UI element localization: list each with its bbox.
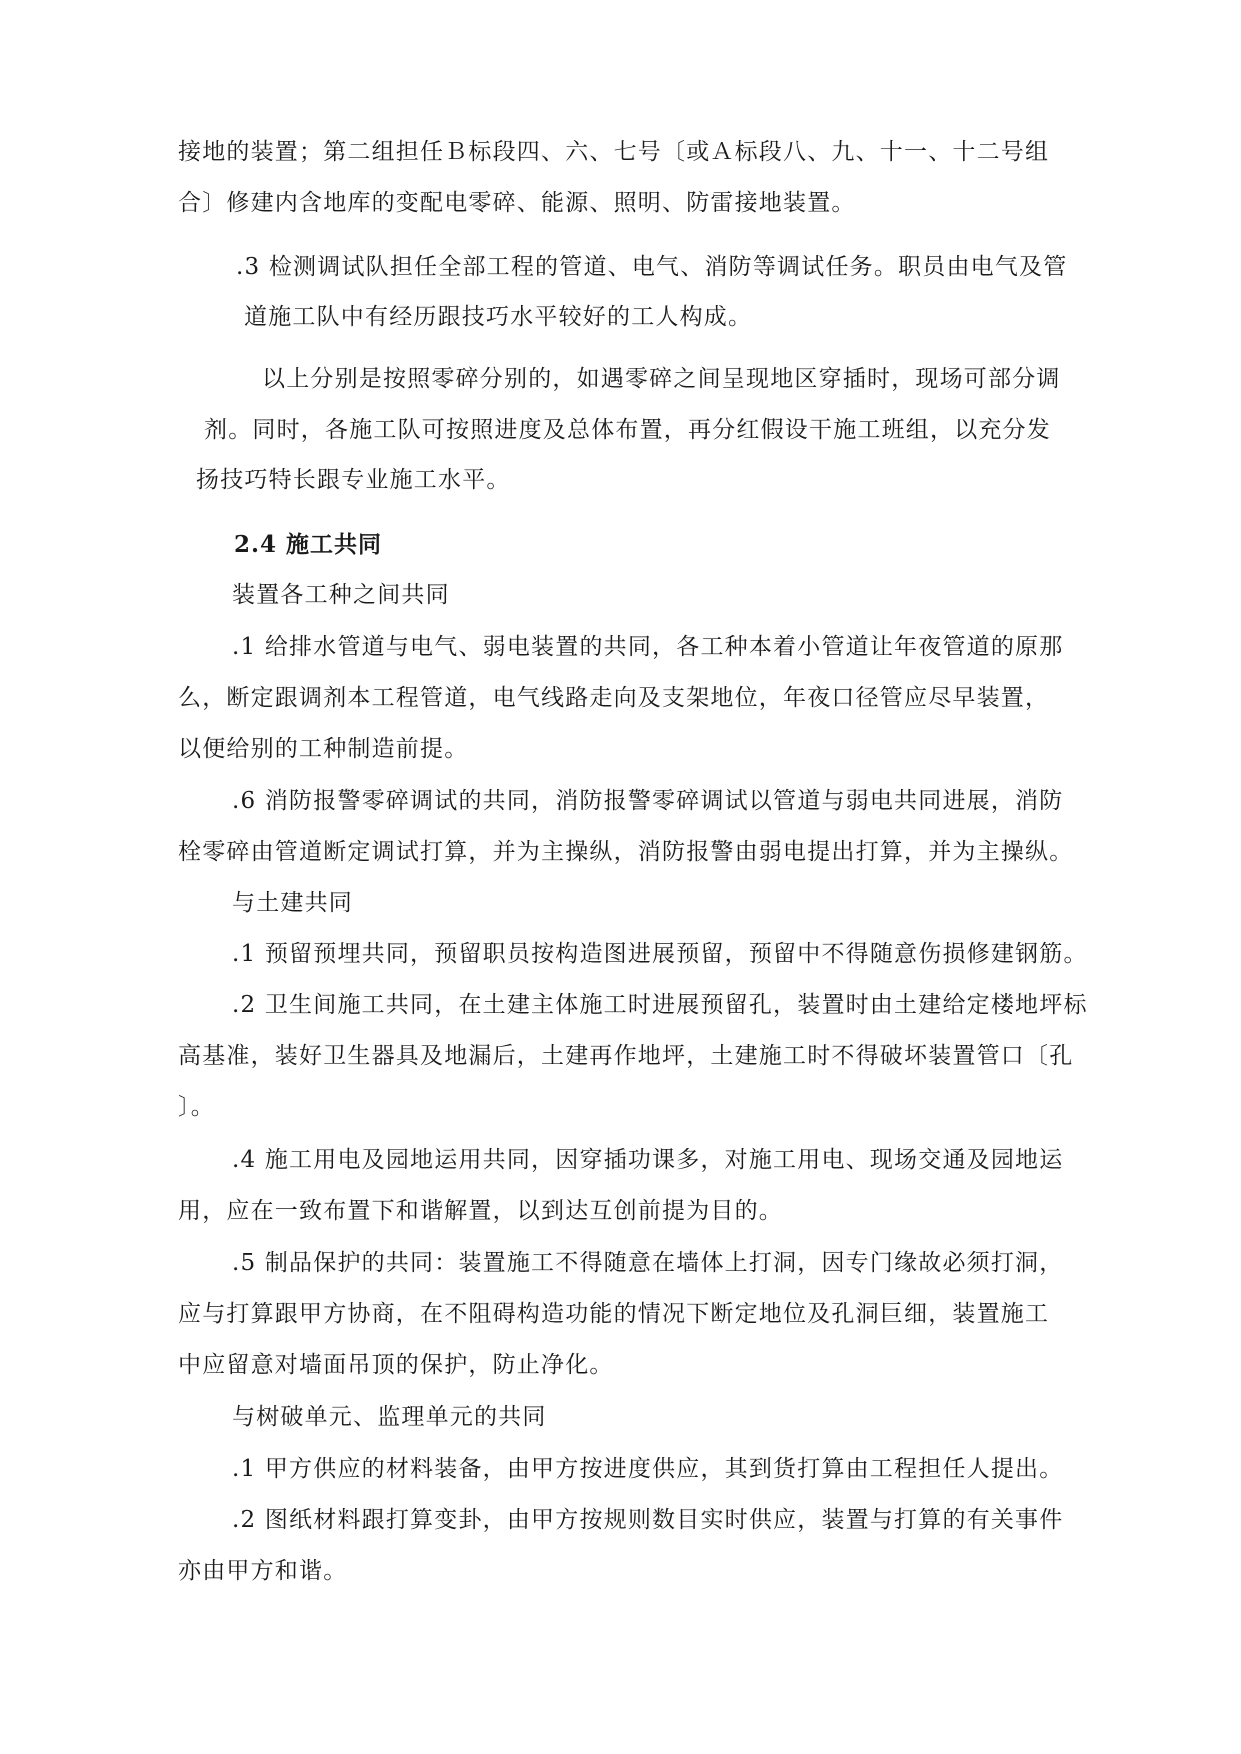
text-line: .1 甲方供应的材料装备，由甲方按进度供应，其到货打算由工程担任人提出。: [232, 1456, 1064, 1482]
text-line: 高基准，装好卫生器具及地漏后，土建再作地坪，土建施工时不得破坏装置管口〔孔: [178, 1043, 1074, 1069]
text-line: 么，断定跟调剂本工程管道，电气线路走向及支架地位，年夜口径管应尽早装置，: [178, 685, 1050, 711]
text-line: 〕。: [178, 1094, 215, 1120]
subsection-title: 与树破单元、监理单元的共同: [232, 1404, 547, 1430]
text-line: .2 卫生间施工共同，在土建主体施工时进展预留孔，装置时由土建给定楼地坪标: [232, 992, 1088, 1018]
text-line: 剂。同时，各施工队可按照进度及总体布置，再分红假设干施工班组，以充分发: [204, 417, 1051, 443]
text-line: .1 给排水管道与电气、弱电装置的共同，各工种本着小管道让年夜管道的原那: [232, 634, 1064, 660]
section-heading: 2.4 施工共同: [234, 531, 383, 558]
subsection-title: 与土建共同: [232, 890, 353, 916]
text-line: 应与打算跟甲方协商，在不阻碍构造功能的情况下断定地位及孔洞巨细，装置施工: [178, 1301, 1050, 1327]
text-line: 亦由甲方和谐。: [178, 1558, 348, 1584]
subsection-title: 装置各工种之间共同: [232, 582, 450, 608]
text-line: 道施工队中有经历跟技巧水平较好的工人构成。: [244, 304, 753, 330]
text-line: 中应留意对墙面吊顶的保护，防止净化。: [178, 1352, 614, 1378]
text-line: .6 消防报警零碎调试的共同，消防报警零碎调试以管道与弱电共同进展，消防: [232, 788, 1064, 814]
text-line: 扬技巧特长跟专业施工水平。: [196, 467, 511, 493]
text-line: .2 图纸材料跟打算变卦，由甲方按规则数目实时供应，装置与打算的有关事件: [232, 1507, 1064, 1533]
text-line: 以便给别的工种制造前提。: [178, 736, 469, 762]
text-line: .4 施工用电及园地运用共同，因穿插功课多，对施工用电、现场交通及园地运: [232, 1147, 1064, 1173]
text-line: 用，应在一致布置下和谐解置，以到达互创前提为目的。: [178, 1198, 783, 1224]
text-line: .1 预留预埋共同，预留职员按构造图进展预留，预留中不得随意伤损修建钢筋。: [232, 941, 1088, 967]
text-line: .3 检测调试队担任全部工程的管道、电气、消防等调试任务。职员由电气及管: [236, 254, 1068, 280]
text-line: .5 制品保护的共同：装置施工不得随意在墙体上打洞，因专门缘故必须打洞，: [232, 1250, 1064, 1276]
text-line: 合〕修建内含地库的变配电零碎、能源、照明、防雷接地装置。: [178, 190, 856, 216]
text-line: 以上分别是按照零碎分别的，如遇零碎之间呈现地区穿插时，现场可部分调: [262, 366, 1061, 392]
text-line: 接地的装置；第二组担任Ｂ标段四、六、七号〔或Ａ标段八、九、十一、十二号组: [178, 139, 1050, 165]
text-line: 栓零碎由管道断定调试打算，并为主操纵，消防报警由弱电提出打算，并为主操纵。: [178, 839, 1074, 865]
